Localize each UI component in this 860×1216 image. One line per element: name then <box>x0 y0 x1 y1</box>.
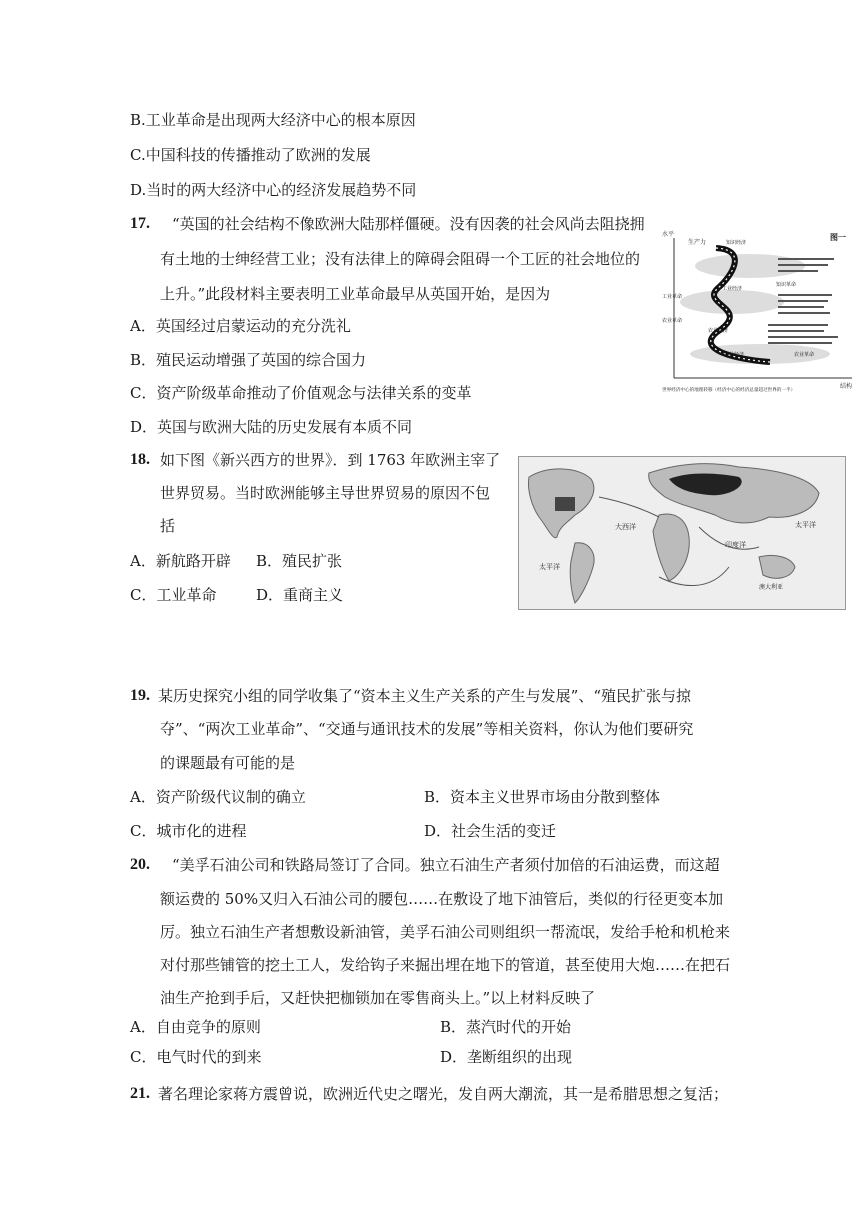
map-label-australia: 澳大利亚 <box>759 584 784 591</box>
q18-stem-line-2: 世界贸易。当时欧洲能够主导世界贸易的原因不包 <box>160 484 491 502</box>
map-label-indian-ocean: 印度洋 <box>725 541 746 549</box>
figure-label-knowledge-revolution: 知识革命 <box>776 282 797 288</box>
q20-stem-line-4: 对付那些铺管的挖土工人，发给钩子来掘出埋在地下的管道，甚至使用大炮……在把石 <box>160 956 731 974</box>
q20-number: 20. <box>130 856 150 873</box>
q20-option-a: A．自由竞争的原则 <box>130 1018 261 1036</box>
q16-option-c: C.中国科技的传播推动了欧洲的发展 <box>130 146 371 164</box>
q18-option-d: D．重商主义 <box>256 586 344 604</box>
figure-label-industrial-economy: 工业经济 <box>722 286 743 292</box>
q18-option-a: A．新航路开辟 <box>130 552 231 570</box>
q17-stem-line-2: 有土地的士绅经营工业；没有法律上的障碍会阻碍一个工匠的社会地位的 <box>160 250 641 268</box>
q19-number: 19. <box>130 687 150 704</box>
q20-option-d: D．垄断组织的出现 <box>440 1048 573 1066</box>
q17-option-d: D．英国与欧洲大陆的历史发展有本质不同 <box>130 418 413 436</box>
q20-stem-line-5: 油生产抢到手后，又赶快把枷锁加在零售商头上。”以上材料反映了 <box>160 989 596 1007</box>
q17-option-a: A．英国经过启蒙运动的充分洗礼 <box>130 317 351 335</box>
q20-option-c: C．电气时代的到来 <box>130 1048 262 1066</box>
q19-stem-line-2: 夺”、“两次工业革命”、“交通与通讯技术的发展”等相关资料，你认为他们要研究 <box>160 720 694 738</box>
figure-caption: 世界经济中心的地理转移（经济中心的经济总量超过世界的一半） <box>662 388 796 392</box>
figure-title: 图一 <box>830 233 846 242</box>
figure-label-knowledge-economy: 知识经济 <box>726 240 747 246</box>
q18-stem-line-1: 如下图《新兴西方的世界》．到 1763 年欧洲主宰了 <box>160 451 501 469</box>
q20-stem-line-2: 额运费的 50%又归入石油公司的腰包……在敷设了地下油管后，类似的行径更变本加 <box>160 890 724 908</box>
new-west-world-map <box>518 456 846 610</box>
q18-number: 18. <box>130 451 150 468</box>
q20-stem-line-3: 厉。独立石油生产者想敷设新油管，美孚石油公司则组织一帮流氓，发给手枪和机枪来 <box>160 923 731 941</box>
map-label-pacific-west: 太平洋 <box>539 563 560 571</box>
figure-left-label-2: 工业革命 <box>662 294 683 300</box>
q17-stem-line-3: 上升。”此段材料主要表明工业革命最早从英国开始，是因为 <box>160 285 551 303</box>
q19-option-b: B．资本主义世界市场由分散到整体 <box>424 788 661 806</box>
map-label-atlantic: 大西洋 <box>615 523 636 531</box>
q20-option-b: B．蒸汽时代的开始 <box>440 1018 572 1036</box>
q19-option-c: C．城市化的进程 <box>130 822 247 840</box>
q20-stem-line-1: “美孚石油公司和铁路局签订了合同。独立石油生产者须付加倍的石油运费，而这超 <box>172 856 720 874</box>
figure-label-agricultural-economy: 农业经济 <box>708 328 729 334</box>
q21-stem: 著名理论家蒋方震曾说，欧洲近代史之曙光，发自两大潮流，其一是希腊思想之复活； <box>158 1085 729 1103</box>
q17-stem-line-1: “英国的社会结构不像欧洲大陆那样僵硬。没有因袭的社会风尚去阻挠拥 <box>172 215 645 233</box>
figure-left-label-1: 生产力 <box>688 239 707 246</box>
q16-option-b: B.工业革命是出现两大经济中心的根本原因 <box>130 111 416 129</box>
q19-stem-line-3: 的课题最有可能的是 <box>160 754 296 772</box>
q18-stem-line-3: 括 <box>160 517 176 535</box>
q17-option-b: B．殖民运动增强了英国的综合国力 <box>130 351 367 369</box>
q17-option-c: C．资产阶级革命推动了价值观念与法律关系的变革 <box>130 384 472 402</box>
figure-left-label-3: 农业革命 <box>662 318 683 324</box>
economic-center-figure <box>660 228 856 392</box>
figure-label-primitive-economy: 原始经济 <box>724 352 745 358</box>
q19-option-d: D．社会生活的变迁 <box>424 822 557 840</box>
map-label-pacific-east: 太平洋 <box>795 521 816 529</box>
figure-y-axis-label: 水平 <box>662 231 675 238</box>
q16-option-d: D.当时的两大经济中心的经济发展趋势不同 <box>130 181 417 199</box>
q17-number: 17. <box>130 215 150 232</box>
q18-option-b: B．殖民扩张 <box>256 552 343 570</box>
q18-option-c: C．工业革命 <box>130 586 217 604</box>
q19-stem-line-1: 某历史探究小组的同学收集了“资本主义生产关系的产生与发展”、“殖民扩张与掠 <box>158 687 692 705</box>
figure-label-agricultural-revolution: 农业革命 <box>794 352 815 358</box>
q21-number: 21. <box>130 1085 150 1102</box>
figure-x-axis-label: 结构 <box>840 383 853 390</box>
q19-option-a: A．资产阶级代议制的确立 <box>130 788 306 806</box>
